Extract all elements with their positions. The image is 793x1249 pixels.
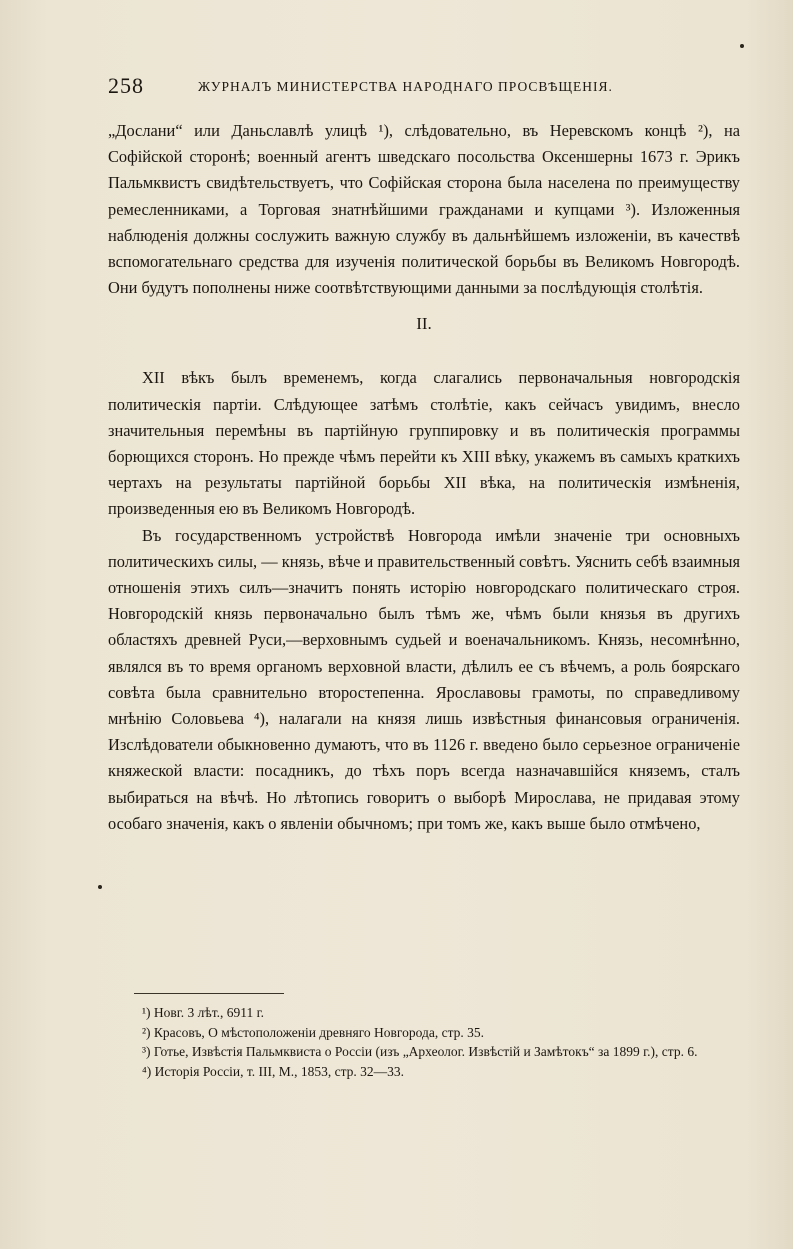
footnote: ¹) Новг. 3 лѣт., 6911 г. (142, 1005, 265, 1020)
print-speck (98, 885, 102, 889)
section-heading (108, 301, 740, 365)
paragraph-continued: „Дослани“ или Даньславлѣ улицѣ ¹), слѣдовательно, въ Неревскомъ концѣ ²), на Софійской сторонѣ; военный агентъ шведскаго посольства Оксеншерны 1673 г. Эрикъ Пальмквистъ свидѣтельствуетъ, что Софійская сторона была населена по преимуществу ремесленниками, а Торговая знатнѣйшими гражданами и купцами ³). Изложенныя наблюденія должны сослужить важную службу въ дальнѣйшемъ изложеніи, въ качествѣ вспомогательнаго средства для изученія политической борьбы въ Великомъ Новгородѣ. Они будутъ пополнены ниже соотвѣтствующими данными за послѣдующія столѣтія. (108, 121, 740, 298)
paragraph: XII вѣкъ былъ временемъ, когда слагались первоначальныя новгородскія политическія партіи. Слѣдующее затѣмъ столѣтіе, какъ сейчасъ увидимъ, внесло значительныя перемѣны въ партійную группировку и въ политическія программы борющихся сторонъ. Но прежде чѣмъ перейти къ XIII вѣку, укажемъ въ самыхъ краткихъ чертахъ на результаты партійной борьбы XII вѣка, на политическія измѣненія, произведенныя ею въ Великомъ Новгородѣ. (108, 368, 740, 519)
print-speck (740, 44, 744, 48)
footnote-divider (134, 993, 284, 994)
main-text (108, 118, 740, 837)
paragraph: Въ государственномъ устройствѣ Новгорода имѣли значеніе три основныхъ политическихъ силы, — князь, вѣче и правительственный совѣтъ. Уяснить себѣ взаимныя отношенія этихъ силъ—значитъ понять исторію новгородскаго политическаго строя. Новгородскій князь первоначально былъ тѣмъ же, чѣмъ были князья въ другихъ областяхъ древней Руси,—верховнымъ судьей и военачальникомъ. Князь, несомнѣнно, являлся въ то время органомъ верховной власти, дѣлилъ ее съ вѣчемъ, а роль боярскаго совѣта была сравнительно второстепенна. Ярославовы грамоты, по справедливому мнѣнію Соловьева ⁴), налагали на князя лишь извѣстныя финансовыя ограниченія. Изслѣдователи обыкновенно думаютъ, что въ 1126 г. введено было серьезное ограниченіе княжеской власти: посадникъ, до тѣхъ поръ всегда назначавшійся княземъ, сталъ выбираться на вѣчѣ. Но лѣтопись говоритъ о выборѣ Мирослава, не придавая этому особаго значенія, какъ о явленіи обычномъ; при томъ же, какъ выше было отмѣчено, (108, 525, 740, 833)
section-number: II. (416, 314, 432, 334)
page-number: 258 (108, 73, 144, 98)
footnote: ³) Готье, Извѣстія Пальмквиста о Россіи (изъ „Археолог. Извѣстій и Замѣтокъ“ за 1899 г.), стр. 6. (142, 1044, 698, 1060)
footnote: ⁴) Исторія Россіи, т. III, М., 1853, стр. 32—33. (142, 1063, 405, 1079)
footnote: ²) Красовъ, О мѣстоположеніи древняго Новгорода, стр. 35. (142, 1024, 485, 1040)
running-head: ЖУРНАЛЪ МИНИСТЕРСТВА НАРОДНАГО ПРОСВѢЩЕНІЯ. (198, 79, 613, 94)
page-header (108, 72, 668, 100)
footnotes (108, 1003, 740, 1081)
